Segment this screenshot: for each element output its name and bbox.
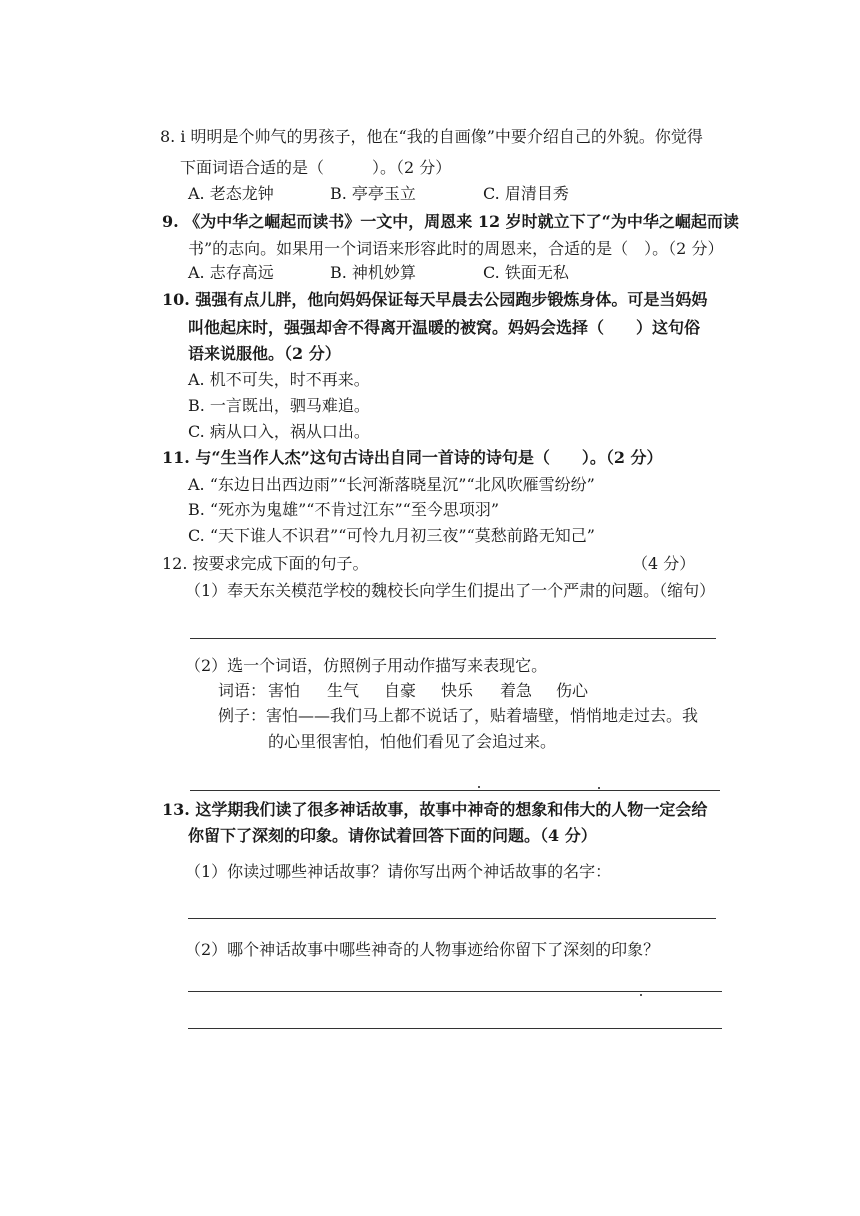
q13-answer-line-2[interactable] [188,991,722,992]
q13-answer-line-3[interactable] [188,1028,722,1029]
q10-line1: 10. 强强有点儿胖，他向妈妈保证每天早晨去公园跑步锻炼身体。可是当妈妈 [162,290,708,309]
q8-line1: 8. ⅰ 明明是个帅气的男孩子，他在“我的自画像”中要介绍自己的外貌。你觉得 [160,127,703,146]
scan-speck [598,787,600,789]
q13-line1: 13. 这学期我们读了很多神话故事，故事中神奇的想象和伟大的人物一定会给 [162,800,708,819]
q13-answer-line-1[interactable] [188,918,716,919]
q12-example-line2: 的心里很害怕，怕他们看见了会追过来。 [268,732,557,751]
q12-words-label: 词语： [218,681,267,700]
q11-line1: 11. 与“生当作人杰”这句古诗出自同一首诗的诗句是（ ）。（2 分） [162,448,663,467]
q13-sub1: （1）你读过哪些神话故事？请你写出两个神话故事的名字： [185,862,612,881]
q12-word-2: 生气 [327,681,360,700]
q12-word-4: 快乐 [441,681,474,700]
q11-option-a: A. “东边日出西边雨”“长河渐落晓星沉”“北风吹雁雪纷纷” [188,475,595,494]
q12-score: （4 分） [632,554,696,573]
scan-speck [640,994,642,996]
q13-line2: 你留下了深刻的印象。请你试着回答下面的问题。（4 分） [188,826,597,845]
q9-option-a: A. 志存高远 [188,263,274,282]
q12-word-3: 自豪 [384,681,417,700]
q12-sub2: （2）选一个词语，仿照例子用动作描写来表现它。 [185,656,548,675]
q9-option-c: C. 铁面无私 [483,263,569,282]
q12-word-5: 着急 [500,681,533,700]
q8-line2: 下面词语合适的是（ ）。（2 分） [180,158,452,177]
q11-option-c: C. “天下谁人不识君”“可怜九月初三夜”“莫愁前路无知己” [188,526,595,545]
q10-option-b: B. 一言既出，驷马难追。 [188,396,370,415]
q8-option-c: C. 眉清目秀 [483,184,569,203]
q10-option-a: A. 机不可失，时不再来。 [188,370,370,389]
q10-line2: 叫他起床时，强强却舍不得离开温暖的被窝。妈妈会选择（ ）这句俗 [188,318,701,337]
q10-line3: 语来说服他。（2 分） [188,344,341,363]
q9-line2: 书”的志向。如果用一个词语来形容此时的周恩来，合适的是（ ）。（2 分） [188,239,724,258]
q9-option-b: B. 神机妙算 [330,263,416,282]
q12-word-6: 伤心 [556,681,589,700]
q12-word-1: 害怕 [268,681,301,700]
q9-line1: 9. 《为中华之崛起而读书》一文中，周恩来 12 岁时就立下了“为中华之崛起而读 [162,212,739,231]
q13-sub2: （2）哪个神话故事中哪些神奇的人物事迹给你留下了深刻的印象？ [185,940,660,959]
q8-option-a: A. 老态龙钟 [188,184,274,203]
q11-option-b: B. “死亦为鬼雄”“不肯过江东”“至今思项羽” [188,500,500,519]
q12-sub1: （1）奉天东关模范学校的魏校长向学生们提出了一个严肃的问题。（缩句） [185,581,716,600]
q12-answer-line-2[interactable] [190,790,720,791]
q8-option-b: B. 亭亭玉立 [330,184,416,203]
scan-speck [478,786,480,788]
q12-example-line1: 例子：害怕——我们马上都不说话了，贴着墙壁，悄悄地走过去。我 [218,706,699,725]
q12-title: 12. 按要求完成下面的句子。 [162,554,369,573]
q12-answer-line-1[interactable] [190,638,716,639]
q10-option-c: C. 病从口入，祸从口出。 [188,422,370,441]
